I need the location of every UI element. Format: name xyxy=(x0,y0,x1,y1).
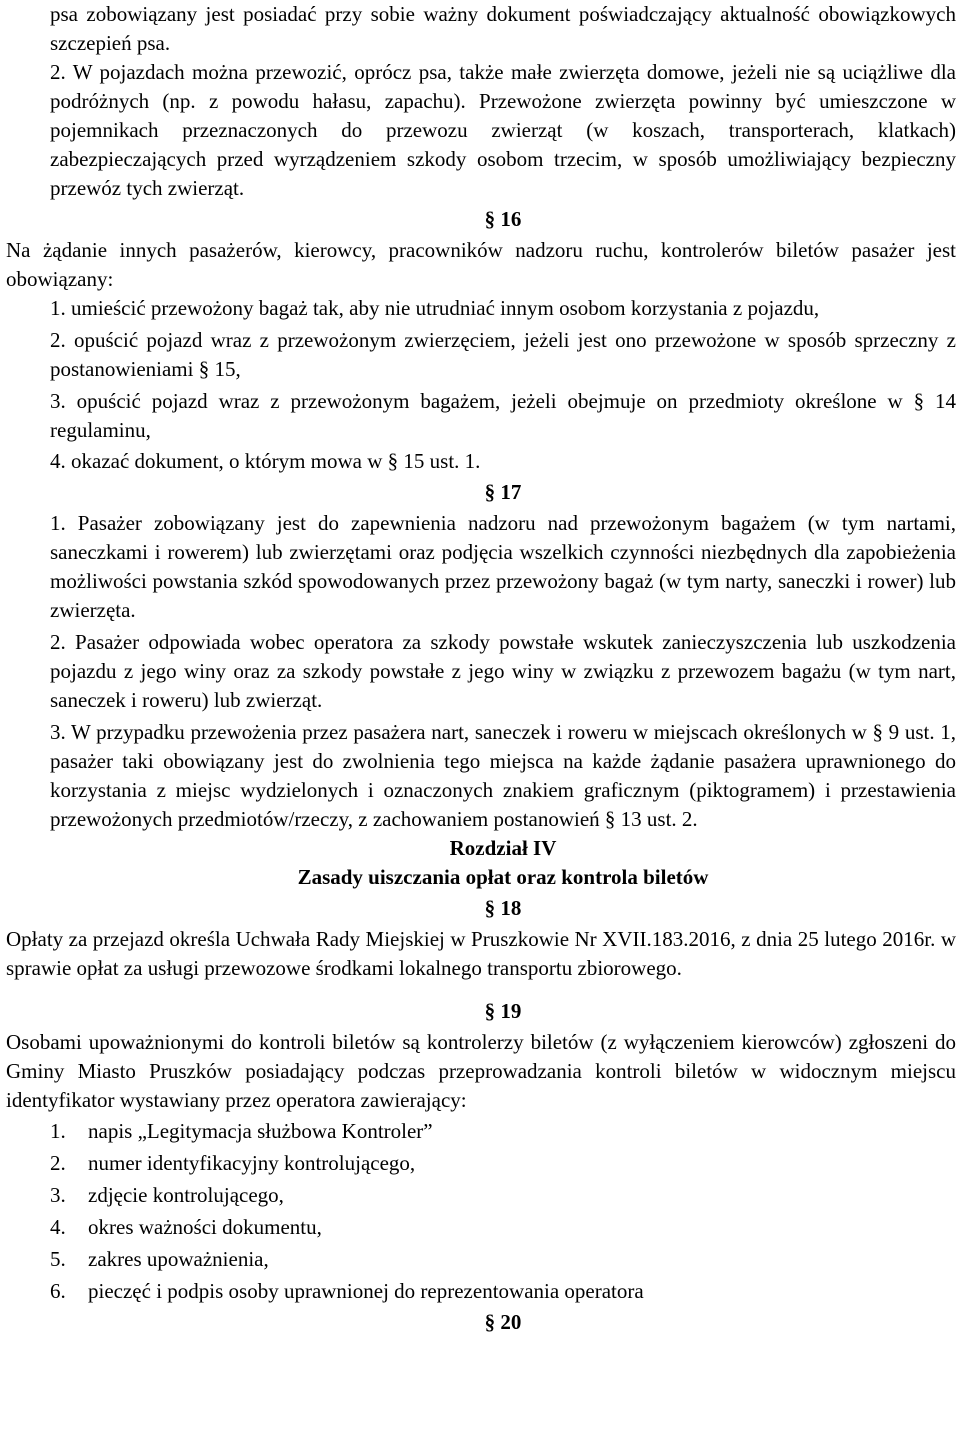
list-item-number: 2. xyxy=(50,1151,66,1175)
list-item-text: okres ważności dokumentu, xyxy=(88,1215,322,1239)
section-19-heading: § 19 xyxy=(484,999,522,1023)
section-16-item-2: 2. opuścić pojazd wraz z przewożonym zwierzęciem, jeżeli jest ono przewożone w sposób sprzeczny z postanowieniami § 15, xyxy=(50,328,956,381)
list-item xyxy=(50,1213,956,1242)
section-18-heading: § 18 xyxy=(484,896,522,920)
paragraph-small-animals: 2. W pojazdach można przewozić, oprócz psa, także małe zwierzęta domowe, jeżeli nie są uciążliwe dla podróżnych (np. z powodu hałasu, zapachu). Przewożone zwierzęta powinny być umieszczone w pojemnikach przeznaczonych do przewozu zwierząt (w koszach, transporterach, klatkach) zabezpieczających przed wyrządzeniem szkody osobom trzecim, w sposób umożliwiający bezpieczny przewóz tych zwierząt. xyxy=(50,60,956,200)
list-item-text: numer identyfikacyjny kontrolującego, xyxy=(88,1151,416,1175)
section-17-item-2: 2. Pasażer odpowiada wobec operatora za szkody powstałe wskutek zanieczyszczenia lub uszkodzenia pojazdu z jego winy oraz za szkody powstałe z jego winy w związku z przewozem bagażu (w tym nart, saneczek i roweru) lub zwierząt. xyxy=(50,630,956,712)
list-item xyxy=(50,1149,956,1178)
section-17-item-3: 3. W przypadku przewożenia przez pasażera nart, saneczek i roweru w miejscach określonych w § 9 ust. 1, pasażer taki obowiązany jest do zwolnienia tego miejsca na każde żądanie pasażera uprawnionego do korzystania z miejsc wydzielonych i oznaczonych znakiem graficznym (piktogramem) i przestawienia przewożonych przedmiotów/rzeczy, z zachowaniem postanowień § 13 ust. 2. xyxy=(50,720,956,831)
list-item-number: 3. xyxy=(50,1183,66,1207)
section-20-heading: § 20 xyxy=(484,1310,522,1334)
section-19-text: Osobami upoważnionymi do kontroli biletów są kontrolerzy biletów (z wyłączeniem kierowców) zgłoszeni do Gminy Miasto Pruszków posiadający podczas przeprowadzania kontroli biletów w widocznym miejscu identyfikator wystawiany przez operatora zawierający: xyxy=(6,1030,956,1112)
list-item-number: 6. xyxy=(50,1279,66,1303)
list-item xyxy=(50,1277,956,1306)
list-item xyxy=(50,1245,956,1274)
list-item-text: zdjęcie kontrolującego, xyxy=(88,1183,284,1207)
list-item-number: 4. xyxy=(50,1215,66,1239)
chapter-title: Rozdział IV xyxy=(449,836,557,860)
list-item-text: pieczęć i podpis osoby uprawnionej do reprezentowania operatora xyxy=(88,1279,644,1303)
section-19-list xyxy=(50,1117,956,1306)
list-item-number: 5. xyxy=(50,1247,66,1271)
list-item-number: 1. xyxy=(50,1119,66,1143)
document-page xyxy=(6,0,956,1339)
section-17-item-1: 1. Pasażer zobowiązany jest do zapewnienia nadzoru nad przewożonym bagażem (w tym nartami, saneczkami i rowerem) lub zwierzętami oraz podjęcia wszelkich czynności niezbędnych dla zapobieżenia możliwości powstania szkód spowodowanych przez przewożony bagaż (w tym narty, saneczki i rower) lub zwierzęta. xyxy=(50,511,956,622)
paragraph-dog-vaccination: psa zobowiązany jest posiadać przy sobie ważny dokument poświadczający aktualność obowiązkowych szczepień psa. xyxy=(50,2,956,55)
list-item-text: napis „Legitymacja służbowa Kontroler” xyxy=(88,1119,433,1143)
list-item xyxy=(50,1117,956,1146)
chapter-subtitle: Zasady uiszczania opłat oraz kontrola biletów xyxy=(297,865,709,889)
section-17-heading: § 17 xyxy=(484,480,522,504)
section-16-item-3: 3. opuścić pojazd wraz z przewożonym bagażem, jeżeli obejmuje on przedmioty określone w § 14 regulaminu, xyxy=(50,389,956,442)
section-18-text: Opłaty za przejazd określa Uchwała Rady Miejskiej w Pruszkowie Nr XVII.183.2016, z dnia 25 lutego 2016r. w sprawie opłat za usługi przewozowe środkami lokalnego transportu zbiorowego. xyxy=(6,927,956,980)
section-16-heading: § 16 xyxy=(484,207,522,231)
section-16-intro: Na żądanie innych pasażerów, kierowcy, pracowników nadzoru ruchu, kontrolerów biletów pasażer jest obowiązany: xyxy=(6,238,956,291)
section-16-item-1: 1. umieścić przewożony bagaż tak, aby nie utrudniać innym osobom korzystania z pojazdu, xyxy=(50,296,820,320)
section-16-item-4: 4. okazać dokument, o którym mowa w § 15 ust. 1. xyxy=(50,449,481,473)
list-item xyxy=(50,1181,956,1210)
list-item-text: zakres upoważnienia, xyxy=(88,1247,269,1271)
